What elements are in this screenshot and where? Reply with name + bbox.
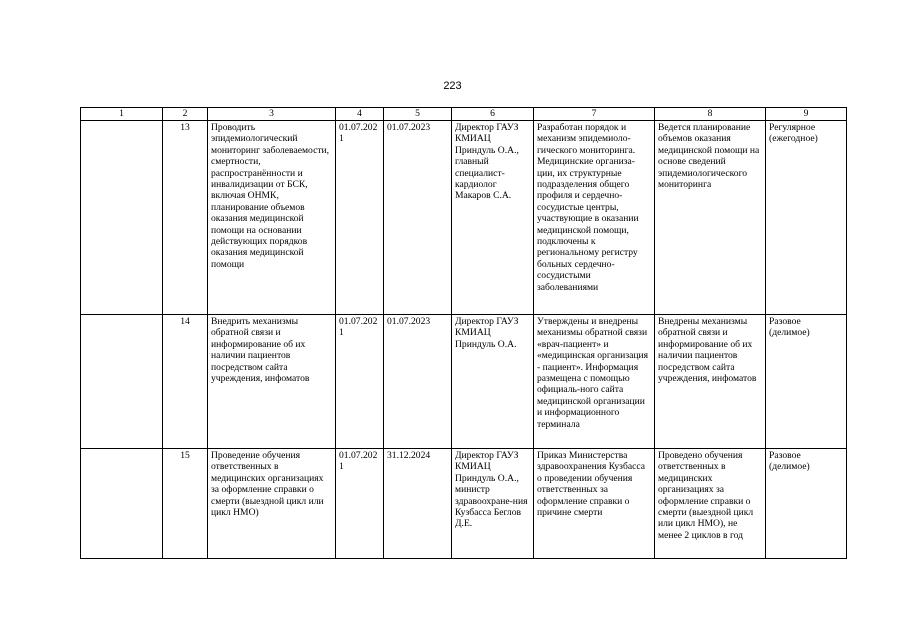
activity-description: Внедрить механизмы обратной связи и информирование об их наличии пациентов посредством сайта учреждения, инфоматов: [208, 315, 336, 449]
column-number-3: 3: [208, 108, 336, 121]
end-date: 01.07.2023: [384, 315, 452, 449]
column-number-6: 6: [452, 108, 534, 121]
row-number: 13: [163, 121, 208, 315]
row-number: 15: [163, 449, 208, 559]
activity-type: Разовое (делимое): [766, 449, 847, 559]
table-row: [81, 449, 847, 559]
table-row: [81, 315, 847, 449]
responsible-person: Директор ГАУЗ КМИАЦ Приндуль О.А.: [452, 315, 534, 449]
expected-result: Разработан порядок и механизм эпидемиоло-гического мониторинга. Медицинские организа-ции, их структурные подразделения общего профиля и сердечно-сосудистые центры, участвующие в оказании медицинской помощи, подключены к региональному регистру больных сердечно-сосудистыми заболеваниями: [534, 121, 655, 315]
expected-result: Утверждены и внедрены механизмы обратной связи «врач-пациент» и «медицинская организация - пациент». Информация размещена с помощью официаль-ного сайта медицинской организации и информационного терминала: [534, 315, 655, 449]
column-number-5: 5: [384, 108, 452, 121]
column-number-2: 2: [163, 108, 208, 121]
column-number-4: 4: [336, 108, 384, 121]
column-number-8: 8: [655, 108, 766, 121]
expected-result: Приказ Министерства здравоохранения Кузбасса о проведении обучения ответственных за оформление справки о причине смерти: [534, 449, 655, 559]
activity-description: Проводить эпидемиологический мониторинг заболеваемости, смертности, распространённости и инвалидизации от БСК, включая ОНМК, планирование объемов оказания медицинской помощи на основании действующих порядков оказания медицинской помощи: [208, 121, 336, 315]
result-indicator: Проведено обучения ответственных в медицинских организациях за оформление справки о смерти (выездной цикл или цикл НМО), не менее 2 циклов в год: [655, 449, 766, 559]
column-number-7: 7: [534, 108, 655, 121]
end-date: 31.12.2024: [384, 449, 452, 559]
result-indicator: Ведется планирование объемов оказания медицинской помощи на основе сведений эпидемиологического мониторинга: [655, 121, 766, 315]
activity-type: Регулярное (ежегодное): [766, 121, 847, 315]
activity-type: Разовое (делимое): [766, 315, 847, 449]
column-number-9: 9: [766, 108, 847, 121]
responsible-person: Директор ГАУЗ КМИАЦ Приндуль О.А., министр здравоохране-ния Кузбасса Беглов Д.Е.: [452, 449, 534, 559]
column-number-1: 1: [81, 108, 163, 121]
activity-description: Проведение обучения ответственных в медицинских организациях за оформление справки о смерти (выездной цикл или цикл НМО): [208, 449, 336, 559]
result-indicator: Внедрены механизмы обратной связи и информирование об их наличии пациентов посредством сайта учреждения, инфоматов: [655, 315, 766, 449]
column-number-row: [81, 108, 847, 121]
activity-plan-table: [80, 107, 847, 559]
start-date: 01.07.2021: [336, 315, 384, 449]
start-date: 01.07.2021: [336, 449, 384, 559]
page-number: 223: [443, 80, 462, 92]
table-row: [81, 121, 847, 315]
table-cell-blank: [81, 315, 163, 449]
table-cell-blank: [81, 121, 163, 315]
table-cell-blank: [81, 449, 163, 559]
start-date: 01.07.2021: [336, 121, 384, 315]
row-number: 14: [163, 315, 208, 449]
responsible-person: Директор ГАУЗ КМИАЦ Приндуль О.А., главный специалист-кардиолог Макаров С.А.: [452, 121, 534, 315]
end-date: 01.07.2023: [384, 121, 452, 315]
